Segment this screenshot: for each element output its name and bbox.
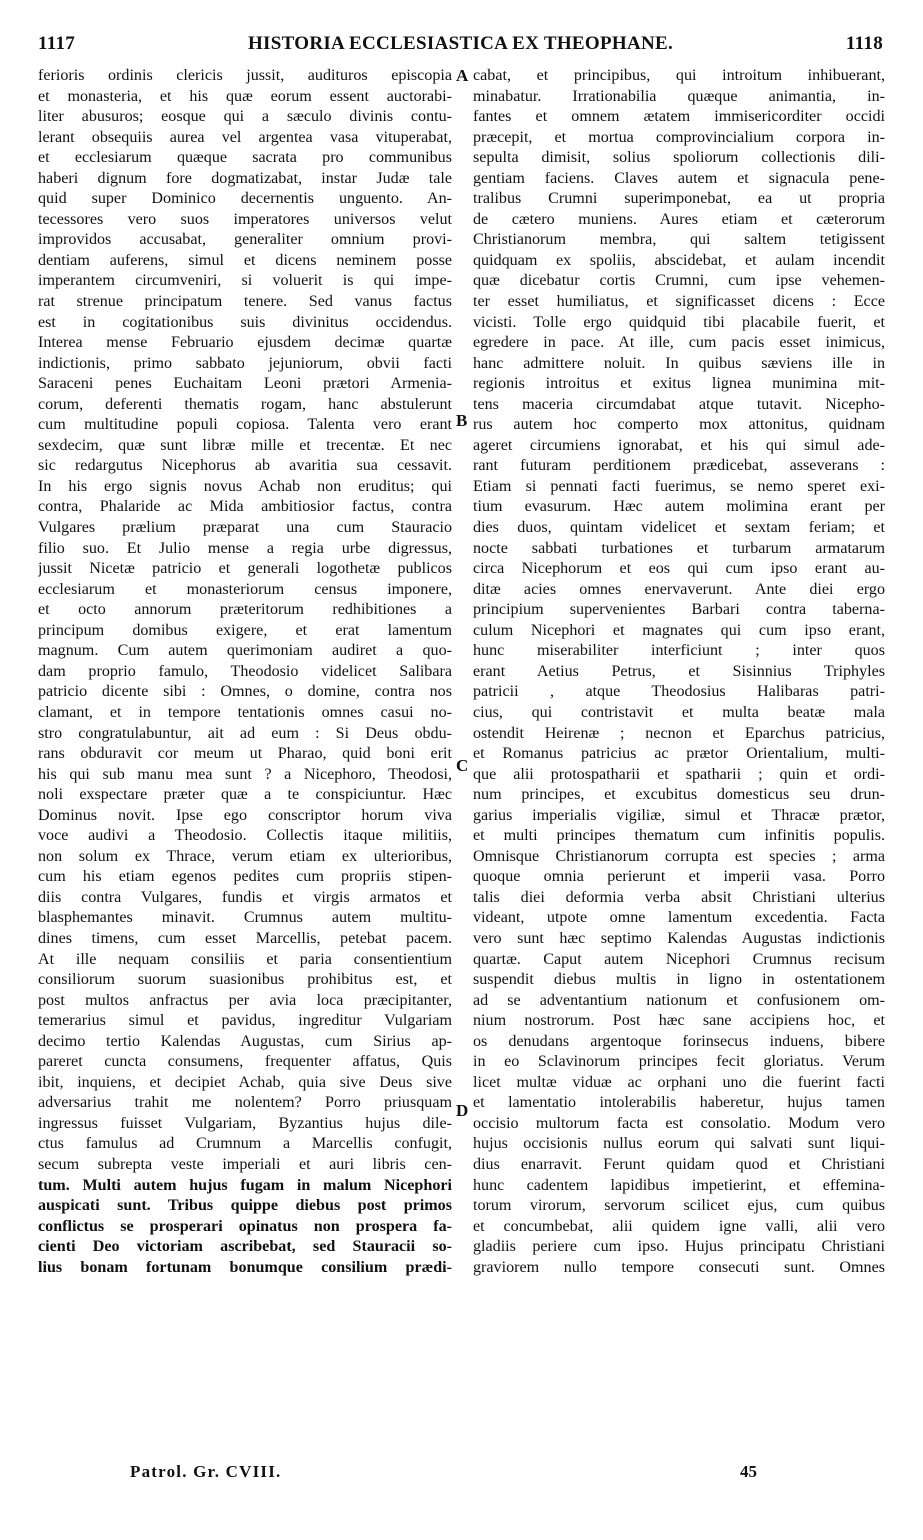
text-line: et octo annorum præteritorum redhibitiones a [38, 601, 452, 619]
text-line: de cætero muniens. Aures etiam et cæterorum [473, 210, 885, 228]
text-line: non solum ex Thrace, verum etiam ex ulterioribus, [38, 847, 452, 865]
margin-marker-a: A [456, 66, 469, 85]
text-line: Christianorum membra, qui saltem tetigissent [473, 231, 885, 249]
text-line: corum, deferenti thematis rogam, hanc abstulerunt [38, 395, 452, 413]
text-line: est in cogitationibus suis divinitus occidendus. [38, 313, 452, 331]
margin-marker-d: D [456, 1101, 469, 1120]
text-line: auspicati sunt. Tribus quippe diebus post primos [38, 1197, 452, 1215]
text-line: ibit, inquiens, et decipiet Achab, quia sive Deus sive [38, 1073, 452, 1091]
text-line: lerant obsequiis aurea vel argentea vasa vituperabat, [38, 128, 452, 146]
text-line: cabat, et principibus, qui introitum inhibuerant, [473, 67, 885, 84]
text-line: dines timens, cum esset Marcellis, petebat pacem. [38, 929, 452, 947]
text-line: temerarius simul et pavidus, ingreditur Vulgariam [38, 1012, 452, 1030]
text-line: stro congratulabuntur, ait ad eum : Si Deus obdu- [38, 724, 452, 742]
text-line: tens maceria circumdabat atque tutavit. Nicepho- [473, 395, 885, 413]
text-line: præcepit, et mortua comprovincialium corpora in- [473, 128, 885, 146]
text-line: tralibus Crumni superimponebat, ea ut propria [473, 190, 885, 208]
text-line: tecessores vero suos imperatores universos velut [38, 210, 452, 228]
text-line: dam proprio famulo, Theodosio videlicet Salibara [38, 662, 452, 680]
text-line: Saraceni penes Euchaitam Leoni prætori Armenia- [38, 375, 452, 393]
margin-marker-c: C [456, 756, 469, 775]
text-line: dius enarravit. Ferunt quidam quod et Christiani [473, 1155, 885, 1173]
text-line: lius bonam fortunam bonumque consilium prædi- [38, 1258, 452, 1276]
text-line: ecclesiarum et monasteriorum census imponere, [38, 580, 452, 598]
text-line: vero sunt hæc septimo Kalendas Augustas indictionis [473, 929, 885, 947]
right-text-column [473, 66, 885, 1278]
text-line: Omnisque Christianorum corrupta est species ; arma [473, 847, 885, 865]
text-line: nium nostrorum. Post hæc sane accipiens hoc, et [473, 1012, 885, 1030]
text-line: At ille nequam consiliis et paria consentientium [38, 950, 452, 968]
text-line: adversarius trahit me nolentem? Porro priusquam [38, 1094, 452, 1112]
text-line: hujus occisionis nullus eorum qui salvati sunt liqui- [473, 1135, 885, 1153]
text-line: talis diei deformia verba absit Christiani ulterius [473, 888, 885, 906]
text-line: et multi principes thematum cum infinitis populis. [473, 827, 885, 845]
text-line: principium supervenientes Barbari contra taberna- [473, 601, 885, 619]
text-line: cum his etiam egenos pedites cum propriis stipen- [38, 868, 452, 886]
text-line: quid super Dominico decernentis unguento. An- [38, 190, 452, 208]
text-line: ctus famulus ad Crumnum a Marcellis confugit, [38, 1135, 452, 1153]
text-line: ageret circumiens ignorabat, et his qui simul ade- [473, 436, 885, 454]
text-line: sexdecim, quæ sunt libræ mille et trecentæ. Et nec [38, 436, 452, 454]
right-page-number: 1118 [845, 33, 883, 54]
text-line: his qui sub manu mea sunt ? a Nicephoro, Theodosi, [38, 765, 452, 783]
text-line: conflictus se prosperari opinatus non prospera fa- [38, 1217, 452, 1235]
text-line: cum multitudine populi copiosa. Talenta vero erant [38, 416, 452, 434]
text-line: rat strenue principatum tenere. Sed vanus factus [38, 293, 452, 311]
text-line: rans obduravit cor meum ut Pharao, quid boni erit [38, 745, 452, 763]
text-line: circa Nicephorum et eos qui cum ipso erant au- [473, 560, 885, 578]
text-line: patricio dicente sibi : Omnes, o domine, contra nos [38, 683, 452, 701]
left-page-number: 1117 [38, 33, 76, 54]
text-line: principum domibus exigere, et erat lamentum [38, 621, 452, 639]
text-line: voce audivi a Theodosio. Collectis itaque militiis, [38, 827, 452, 845]
text-line: num principes, et excubitus domesticus seu drun- [473, 786, 885, 804]
text-line: patricii , atque Theodosius Halibaras patri- [473, 683, 885, 701]
text-line: cius, qui contristavit et multa beatæ mala [473, 703, 885, 721]
footer-signature-number: 45 [740, 1462, 757, 1481]
text-line: fantes et omnem ætatem immisericorditer occidi [473, 108, 885, 126]
text-line: graviorem nullo tempore consecuti sunt. Omnes [473, 1258, 885, 1276]
text-line: contra, Phalaride ac Mida ambitiosior factus, contra [38, 498, 452, 516]
text-line: regionis introitus et exitus lignea munimina mit- [473, 375, 885, 393]
text-line: rus autem hoc comperto mox attonitus, quidnam [473, 416, 885, 434]
left-text-column [38, 66, 452, 1278]
running-title: HISTORIA ECCLESIASTICA EX THEOPHANE. [247, 33, 674, 54]
text-line: minabatur. Irrationabilia quæque animantia, in- [473, 87, 885, 105]
text-line: post multos anfractus per avia loca præcipitanter, [38, 991, 452, 1009]
text-line: quæ dicebatur cortis Crumni, cum ipse vehemen- [473, 272, 885, 290]
text-line: indictionis, primo sabbato jejuniorum, obvii facti [38, 354, 452, 372]
text-line: cienti Deo victoriam ascribebat, sed Stauracii so- [38, 1238, 452, 1256]
text-line: noli exspectare præter quæ a te conspiciuntur. Hæc [38, 786, 452, 804]
text-line: erant Aetius Petrus, et Sisinnius Triphyles [473, 662, 885, 680]
text-line: Vulgares prælium præparat una cum Stauracio [38, 519, 452, 537]
text-line: improvidos accusabat, generaliter omnium provi- [38, 231, 452, 249]
text-line: jussit Nicetæ patricio et generali logothetæ publicos [38, 560, 452, 578]
text-line: secum subrepta veste imperiali et auri libris cen- [38, 1155, 452, 1173]
text-line: garius imperialis vigiliæ, simul et Thracæ prætor, [473, 806, 885, 824]
text-line: sepulta dimisit, solius spoliorum collectionis dili- [473, 149, 885, 167]
text-line: sic redargutus Nicephorus ab avaritia sua cessavit. [38, 457, 452, 475]
text-line: hanc admittere noluit. In quibus sæviens ille in [473, 354, 885, 372]
text-line: imperantem circumveniri, si voluerit is qui impe- [38, 272, 452, 290]
text-line: hunc miserabiliter interficiunt ; inter quos [473, 642, 885, 660]
text-line: et monasteria, et his quæ eorum essent auctorabi- [38, 87, 452, 105]
text-line: Interea mense Februario ejusdem decimæ quartæ [38, 334, 452, 352]
text-line: licet multæ viduæ ac orphani uno die fuerint facti [473, 1073, 885, 1091]
text-line: gentiam faciens. Claves autem et signacula pene- [473, 169, 885, 187]
text-line: consiliorum suorum suasionibus prohibitus est, et [38, 971, 452, 989]
text-line: ingressus fuisset Vulgariam, Byzantius hujus dile- [38, 1114, 452, 1132]
text-line: ad se adventantium nationum et confusionem om- [473, 991, 885, 1009]
text-line: decimo tertio Kalendas Augustas, cum Sirius ap- [38, 1032, 452, 1050]
text-line: torum virorum, servorum scilicet ejus, cum quibus [473, 1197, 885, 1215]
text-line: quoque omnia perierunt et imperii vasa. Porro [473, 868, 885, 886]
text-line: nocte sabbati turbationes et turbarum armatarum [473, 539, 885, 557]
text-line: dies duos, quintam videlicet et sextam feriam; et [473, 519, 885, 537]
text-line: et concumbebat, alii quidem igne valli, alii vero [473, 1217, 885, 1235]
text-line: os denudans argentoque forinsecus induens, bibere [473, 1032, 885, 1050]
text-line: Etiam si pennati facti fuerimus, se nemo speret exi- [473, 477, 885, 495]
text-line: vicisti. Tolle ergo quidquid tibi placabile fuerit, et [473, 313, 885, 331]
text-line: clamant, et in tempore tentationis omnes casui no- [38, 703, 452, 721]
text-line: pareret cuncta consumens, frequenter affatus, Quis [38, 1053, 452, 1071]
text-line: haberi dignum fore dogmatizabat, instar Judæ tale [38, 169, 452, 187]
text-line: occisio multorum facta est consolatio. Modum vero [473, 1114, 885, 1132]
text-line: ter esset humiliatus, et significasset dicens : Ecce [473, 293, 885, 311]
text-line: dentiam auferens, simul et dicens neminem posse [38, 251, 452, 269]
text-line: blasphemantes minavit. Crumnus autem multitu- [38, 909, 452, 927]
text-line: quartæ. Caput autem Nicephori Crumnus recisum [473, 950, 885, 968]
text-line: et Romanus patricius ac prætor Orientalium, multi- [473, 745, 885, 763]
page-header [38, 33, 883, 59]
text-line: magnum. Cum autem querimoniam audiret a quo- [38, 642, 452, 660]
text-line: diis contra Vulgares, fundis et virgis armatos et [38, 888, 452, 906]
text-line: rant futuram perditionem prædicebat, asseverans : [473, 457, 885, 475]
text-line: tum. Multi autem hujus fugam in malum Nicephori [38, 1176, 452, 1194]
text-line: suspendit diebus multis in ligno in ostentationem [473, 971, 885, 989]
footer-volume: Patrol. Gr. CVIII. [130, 1462, 282, 1481]
text-line: ditæ acies omnes enervaverunt. Ante diei ergo [473, 580, 885, 598]
text-line: ostendit Heirenæ ; necnon et Eparchus patricius, [473, 724, 885, 742]
text-line: que alii protospatharii et spatharii ; quin et ordi- [473, 765, 885, 783]
text-line: gladiis periere cum ipso. Hujus principatu Christiani [473, 1238, 885, 1256]
text-line: culum Nicephori et magnates qui cum ipso erant, [473, 621, 885, 639]
text-line: liter abusuros; eosque qui a sæculo divinis contu- [38, 108, 452, 126]
text-line: filio suo. Et Julio mense a regia urbe digressus, [38, 539, 452, 557]
text-line: In his ergo signis novus Achab non eruditus; qui [38, 477, 452, 495]
text-line: egredere in pace. At ille, cum pacis esset inimicus, [473, 334, 885, 352]
text-line: videant, utpote omne lamentum excedentia. Facta [473, 909, 885, 927]
text-line: quidquam ex spoliis, abscidebat, et aulam incendit [473, 251, 885, 269]
text-line: Dominus novit. Ipse ego conscriptor horum viva [38, 806, 452, 824]
text-line: ferioris ordinis clericis jussit, audituros episcopia [38, 67, 452, 84]
margin-marker-b: B [456, 411, 468, 430]
text-line: tium evasurum. Hæc autem molimina erant per [473, 498, 885, 516]
text-line: et ecclesiarum quæque sacrata pro communibus [38, 149, 452, 167]
text-line: in eo Sclavinorum principes fecit gloriatus. Verum [473, 1053, 885, 1071]
text-line: hunc cadentem lapidibus impetierint, et effemina- [473, 1176, 885, 1194]
text-line: et lamentatio intolerabilis haberetur, hujus tamen [473, 1094, 885, 1112]
